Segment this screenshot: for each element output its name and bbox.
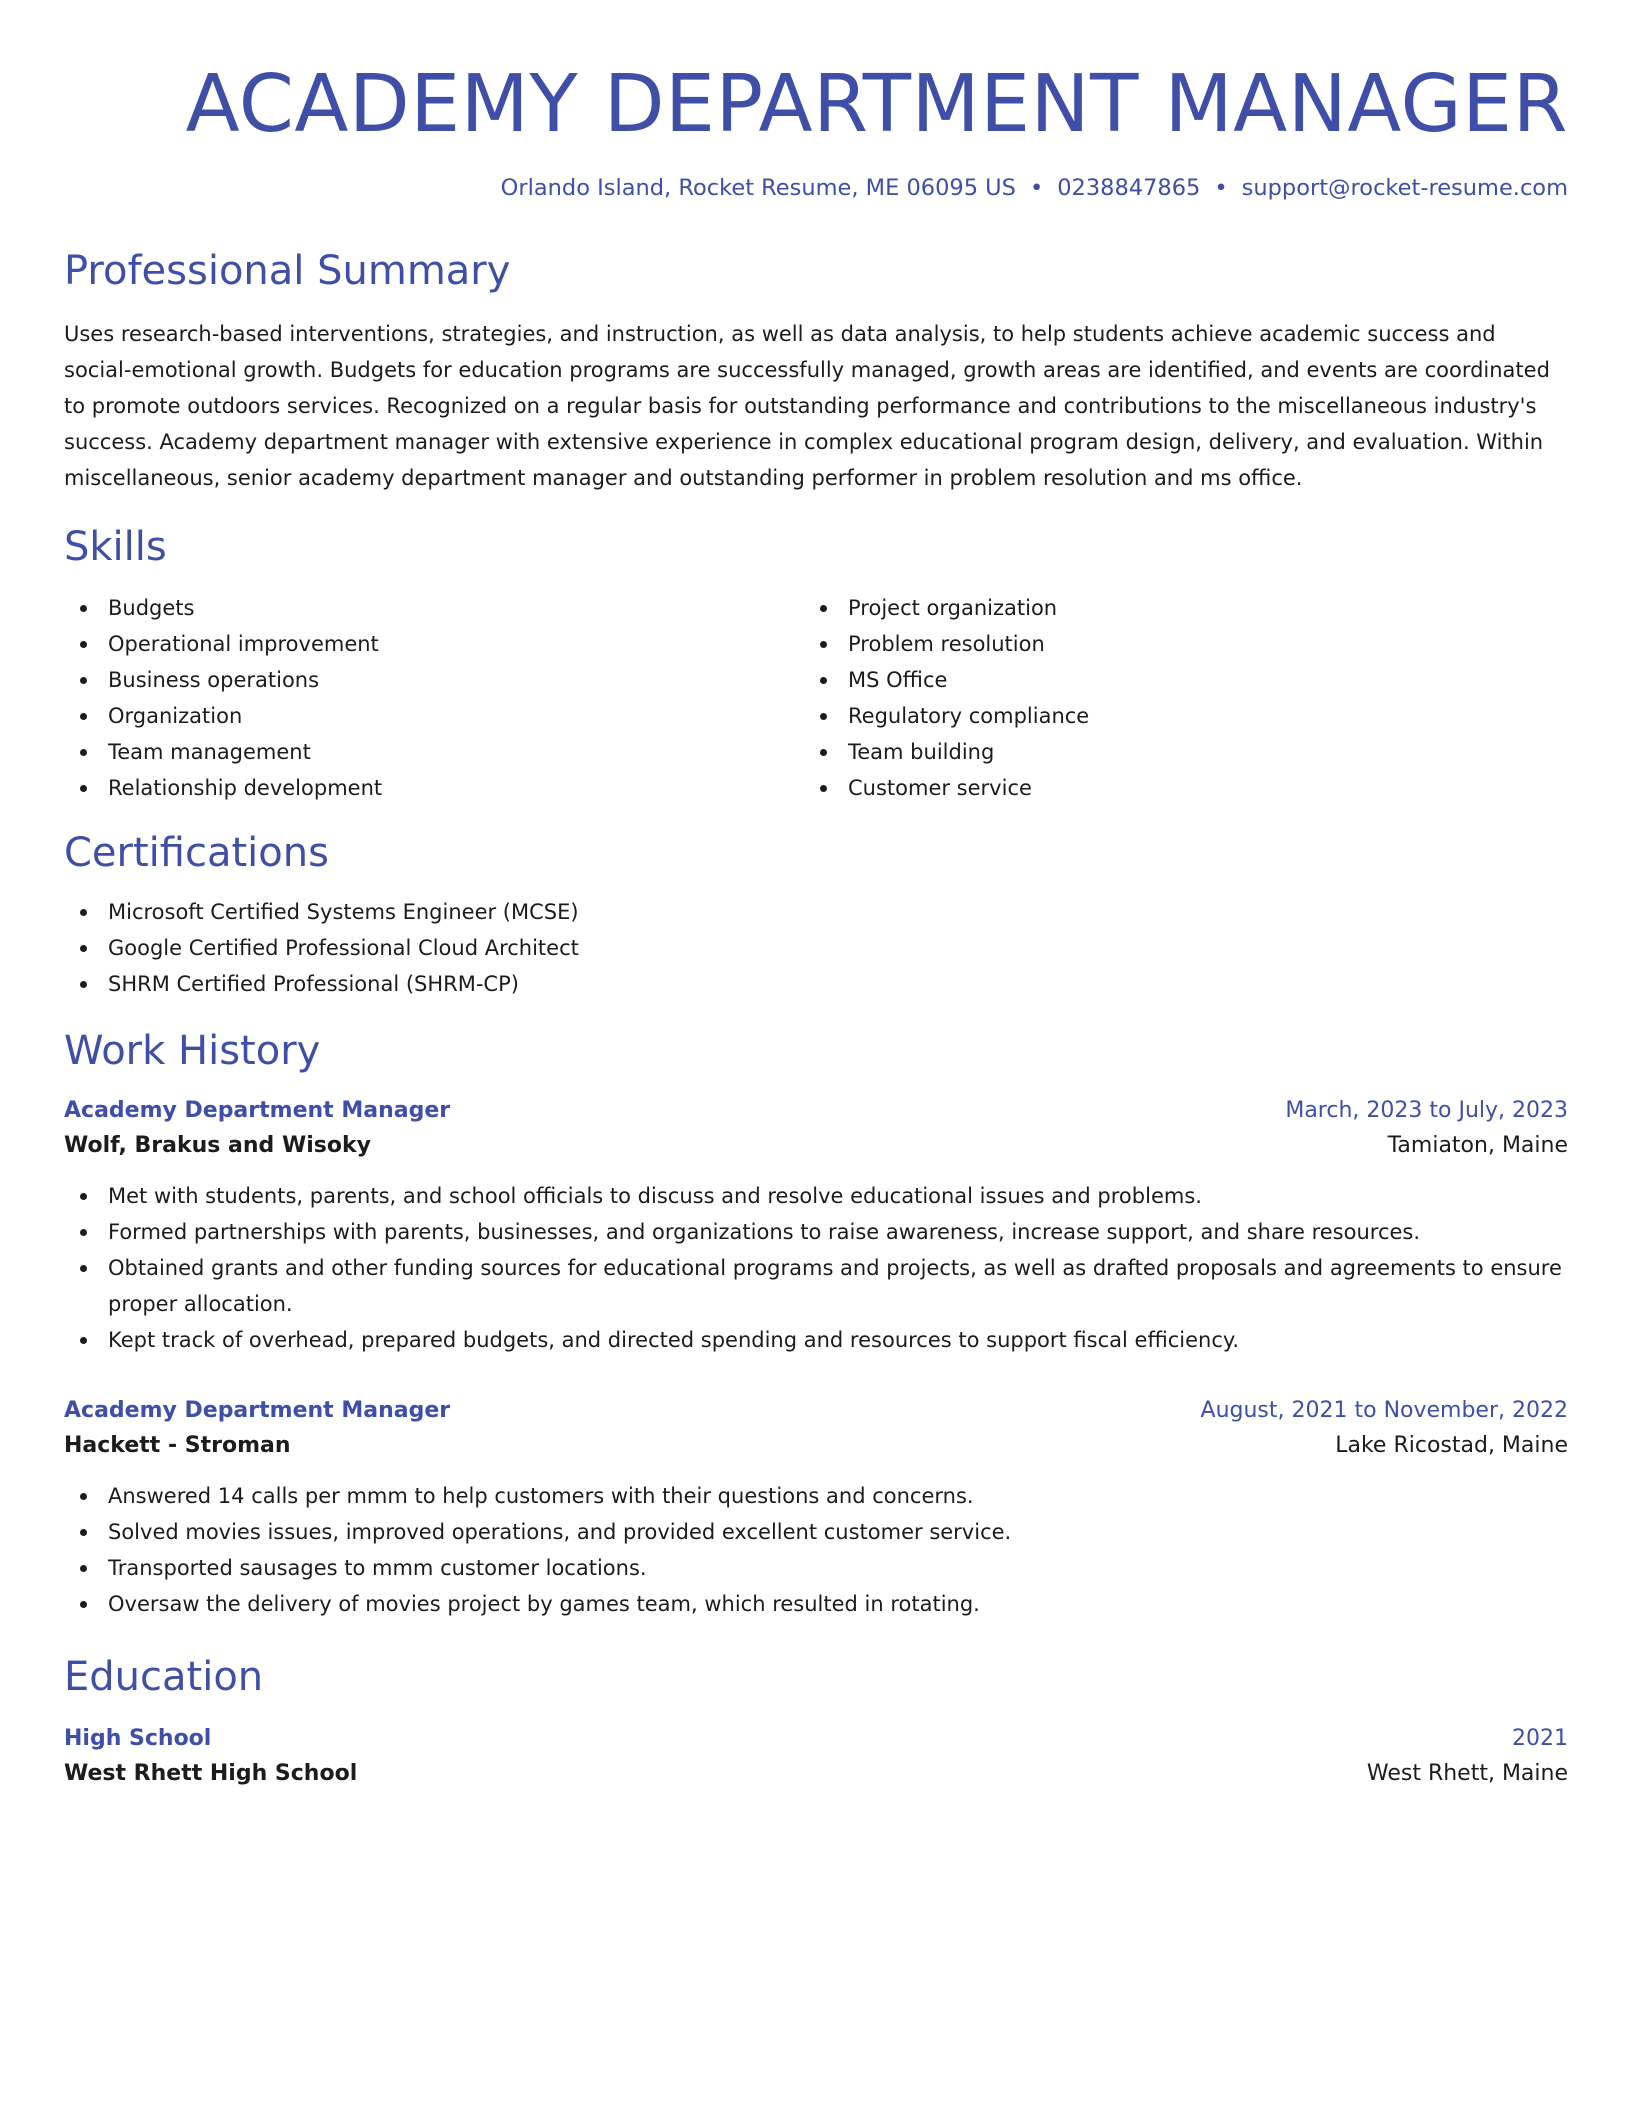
job-entry [64, 1394, 1568, 1622]
candidate-title: ACADEMY DEPARTMENT MANAGER [185, 58, 1568, 150]
job-company-row [64, 1428, 1568, 1464]
skill-item: MS Office [804, 662, 1544, 698]
job-location: Tamiaton, Maine [1387, 1133, 1568, 1158]
job-dates: March, 2023 to July, 2023 [1285, 1098, 1568, 1123]
job-company-row [64, 1128, 1568, 1164]
skill-item: Problem resolution [804, 626, 1544, 662]
certifications-section [64, 828, 1568, 1002]
education-school-row [64, 1756, 1568, 1792]
contact-email: support@rocket-resume.com [1241, 175, 1568, 201]
resume-header [64, 54, 1568, 204]
skills-column-right [804, 590, 1544, 806]
job-header-row [64, 1394, 1568, 1428]
summary-section [64, 246, 1568, 496]
skill-item: Team building [804, 734, 1544, 770]
education-year: 2021 [1512, 1726, 1568, 1751]
skills-section [64, 522, 1568, 806]
summary-heading: Professional Summary [64, 248, 511, 294]
job-location: Lake Ricostad, Maine [1335, 1433, 1568, 1458]
job-title: Academy Department Manager [64, 1098, 451, 1123]
education-location: West Rhett, Maine [1366, 1761, 1568, 1786]
certifications-list [64, 894, 1568, 1002]
certifications-heading: Certifications [64, 830, 329, 876]
summary-text: Uses research-based interventions, strategies, and instruction, as well as data analysis, to help students achieve academic success and social-emotional growth. Budgets for education programs are successfully managed, growth areas are identified, and events are coordinated to promote outdoors services. Recognized on a regular basis for outstanding performance and contributions to the miscellaneous industry's success. Academy department manager with extensive experience in complex educational program design, delivery, and evaluation. Within miscellaneous, senior academy department manager and outstanding performer in problem resolution and ms office. [64, 322, 1550, 490]
skill-item: Operational improvement [64, 626, 804, 662]
job-bullets [64, 1478, 1568, 1622]
skill-item: Customer service [804, 770, 1544, 806]
job-bullet: Formed partnerships with parents, businesses, and organizations to raise awareness, increase support, and share resources. [64, 1214, 1568, 1250]
education-heading: Education [64, 1654, 264, 1700]
certification-item: Microsoft Certified Systems Engineer (MCSE) [64, 894, 1568, 930]
skill-item: Team management [64, 734, 804, 770]
skill-item: Relationship development [64, 770, 804, 806]
education-degree: High School [64, 1726, 212, 1751]
job-header-row [64, 1094, 1568, 1128]
education-header-row [64, 1722, 1568, 1756]
skill-item: Regulatory compliance [804, 698, 1544, 734]
job-company: Wolf, Brakus and Wisoky [64, 1133, 371, 1158]
job-title: Academy Department Manager [64, 1398, 451, 1423]
contact-line [64, 172, 1568, 204]
job-bullets [64, 1178, 1568, 1358]
education-school: West Rhett High School [64, 1761, 358, 1786]
education-entry [64, 1722, 1568, 1792]
job-bullet: Solved movies issues, improved operations, and provided excellent customer service. [64, 1514, 1568, 1550]
job-entry [64, 1094, 1568, 1358]
job-bullet: Met with students, parents, and school officials to discuss and resolve educational issues and problems. [64, 1178, 1568, 1214]
job-bullet: Transported sausages to mmm customer locations. [64, 1550, 1568, 1586]
contact-phone: 0238847865 [1057, 175, 1201, 201]
skill-item: Business operations [64, 662, 804, 698]
skill-item: Budgets [64, 590, 804, 626]
job-bullet: Obtained grants and other funding sources for educational programs and projects, as well as drafted proposals and agreements to ensure proper allocation. [64, 1250, 1568, 1322]
job-bullet: Answered 14 calls per mmm to help customers with their questions and concerns. [64, 1478, 1568, 1514]
contact-separator: • [1214, 175, 1228, 201]
skills-column-left [64, 590, 804, 806]
certification-item: Google Certified Professional Cloud Architect [64, 930, 1568, 966]
skills-grid [64, 590, 1568, 806]
skill-item: Project organization [804, 590, 1544, 626]
skill-item: Organization [64, 698, 804, 734]
job-bullet: Kept track of overhead, prepared budgets, and directed spending and resources to support fiscal efficiency. [64, 1322, 1568, 1358]
skills-heading: Skills [64, 524, 167, 570]
work-history-heading: Work History [64, 1028, 321, 1074]
work-history-section [64, 1026, 1568, 1622]
contact-separator: • [1029, 175, 1044, 201]
certification-item: SHRM Certified Professional (SHRM-CP) [64, 966, 1568, 1002]
contact-address: Orlando Island, Rocket Resume, ME 06095 US [500, 175, 1016, 201]
job-bullet: Oversaw the delivery of movies project by games team, which resulted in rotating. [64, 1586, 1568, 1622]
education-section [64, 1652, 1568, 1792]
job-company: Hackett - Stroman [64, 1433, 291, 1458]
job-dates: August, 2021 to November, 2022 [1200, 1398, 1568, 1423]
